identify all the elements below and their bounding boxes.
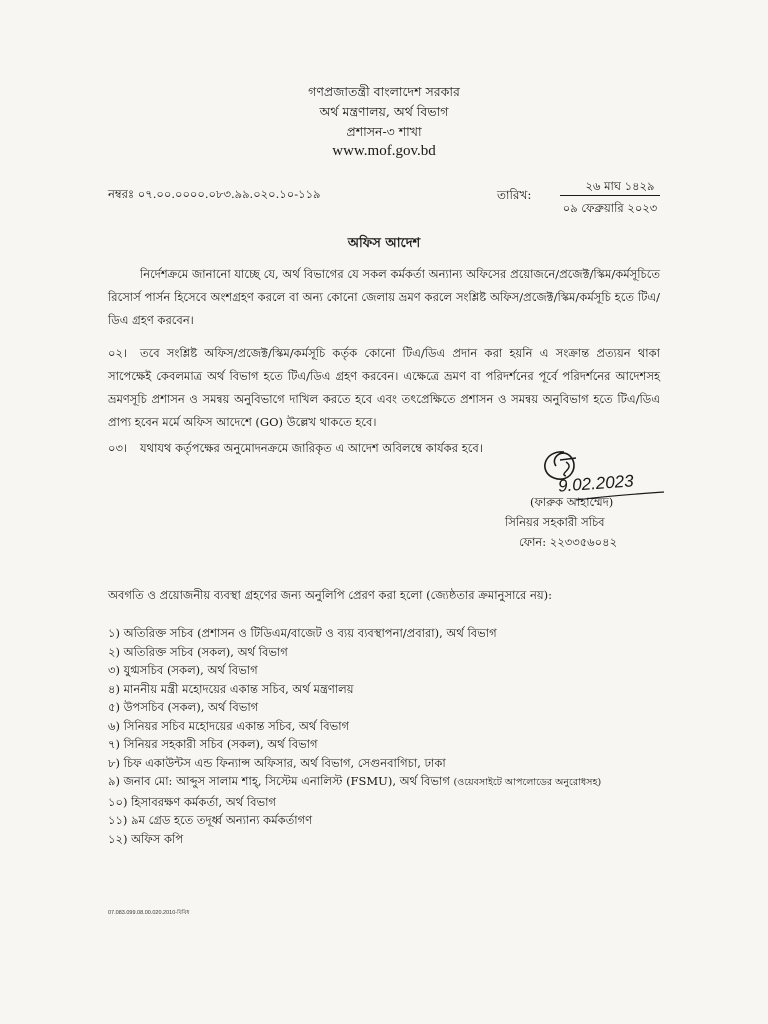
list-item: ১১) ৯ম গ্রেড হতে তদূর্ধ্ব অন্যান্য কর্মকর্তাগণ <box>108 813 313 827</box>
paragraph-2 <box>108 342 660 434</box>
header-section: প্রশাসন-৩ শাখা <box>346 124 422 139</box>
list-item-9-note: (ওয়েবসাইটে আপলোডের অনুরোধসহ) <box>453 777 602 788</box>
paragraph-1: নির্দেশক্রমে জানানো যাচ্ছে যে, অর্থ বিভাগের যে সকল কর্মকর্তা অন্যান্য অফিসের প্রয়োজনে/প্রজেক্ট/স্কিম/কর্মসূচিতে রিসোর্স পার্সন হিসেবে অংশগ্রহণ করলে বা অন্য কোনো জেলায় ভ্রমণ করলে সংশ্লিষ্ট অফিস/প্রজেক্ট/স্কিম/কর্মসূচি হতে টিএ/ডিএ গ্রহণ করবেন। <box>108 267 660 327</box>
header-ministry: অর্থ মন্ত্রণালয়, অর্থ বিভাগ <box>319 104 449 119</box>
paragraph-3-text: যথাযথ কর্তৃপক্ষের অনুমোদনক্রমে জারিকৃত এ আদেশ অবিলম্বে কার্যকর হবে। <box>140 441 483 455</box>
header-website: www.mof.gov.bd <box>332 143 436 159</box>
paragraph-2-text: তবে সংশ্লিষ্ট অফিস/প্রজেক্ট/স্কিম/কর্মসূচি কর্তৃক কোনো টিএ/ডিএ প্রদান করা হয়নি এ সংক্রান্ত প্রত্যয়ন থাকা সাপেক্ষেই কেবলমাত্র অর্থ বিভাগ হতে টিএ/ডিএ গ্রহণ করবেন। এক্ষেত্রে ভ্রমণ বা পরিদর্শনের পূর্বে পরিদর্শনের আদেশসহ ভ্রমণসূচি প্রশাসন ও সমন্বয় অনুবিভাগে দাখিল করতে হবে এবং তৎপ্রেক্ষিতে প্রশাসন ও সমন্বয় অনুবিভাগ হতে টিএ/ডিএ প্রাপ্য হবেন মর্মে অফিস আদেশে (GO) উল্লেখ থাকতে হবে। <box>108 346 660 429</box>
signatory-phone: ফোন: ২২৩৩৫৬০৪২ <box>519 535 618 549</box>
paragraph-2-number: ০২। <box>108 346 128 360</box>
list-item: ৮) চিফ একাউন্টস এন্ড ফিন্যান্স অফিসার, অর্থ বিভাগ, সেগুনবাগিচা, ঢাকা <box>108 755 446 770</box>
signatory-designation: সিনিয়র সহকারী সচিব <box>505 515 605 529</box>
list-item: ৩) যুগ্মসচিব (সকল), অর্থ বিভাগ <box>108 663 258 677</box>
date-english: ০৯ ফেব্রুয়ারি ২০২৩ <box>562 201 658 215</box>
date-label: তারিখ: <box>497 188 532 202</box>
list-item: ১২) অফিস কপি <box>108 831 184 846</box>
copy-to-list <box>108 624 668 848</box>
document-title: অফিস আদেশ <box>347 236 421 251</box>
copy-to-intro: অবগতি ও প্রয়োজনীয় ব্যবস্থা গ্রহণের জন্য অনুলিপি প্রেরণ করা হলো (জ্যেষ্ঠতার ক্রমানুসারে নয়): <box>108 588 553 602</box>
list-item: ২) অতিরিক্ত সচিব (সকল), অর্থ বিভাগ <box>108 644 288 659</box>
signature-date: 9.02.2023 <box>557 471 635 496</box>
list-item: ৪) মাননীয় মন্ত্রী মহোদয়ের একান্ত সচিব, অর্থ মন্ত্রণালয় <box>108 681 354 696</box>
list-item: ৬) সিনিয়র সচিব মহোদয়ের একান্ত সচিব, অর্থ বিভাগ <box>108 718 350 733</box>
list-item <box>108 772 668 793</box>
list-item: ১০) হিসাবরক্ষণ কর্মকর্তা, অর্থ বিভাগ <box>108 794 276 809</box>
header-government: গণপ্রজাতন্ত্রী বাংলাদেশ সরকার <box>308 84 460 99</box>
footer-file-code: 07.083.099.08.00.020.2010-বিবিধ <box>108 910 190 916</box>
paragraph-3-number: ০৩। <box>108 441 128 455</box>
date-divider <box>560 195 660 196</box>
date-bangla: ২৬ মাঘ ১৪২৯ <box>585 179 655 193</box>
list-item: ১) অতিরিক্ত সচিব (প্রশাসন ও টিডিএম/বাজেট ও ব্যয় ব্যবস্থাপনা/প্রবারা), অর্থ বিভাগ <box>108 626 497 640</box>
signatory-name: (ফারুক আহাম্মেদ) <box>530 495 614 509</box>
reference-number: নম্বরঃ ০৭.০০.০০০০.০৮৩.৯৯.০২০.১০-১১৯ <box>108 187 321 201</box>
list-item: ৫) উপসচিব (সকল), অর্থ বিভাগ <box>108 700 259 714</box>
list-item-9-text: ৯) জনাব মো: আব্দুস সালাম শাহ্‌, সিস্টেম এনালিস্ট (FSMU), অর্থ বিভাগ <box>108 774 450 788</box>
list-item: ৭) সিনিয়র সহকারী সচিব (সকল), অর্থ বিভাগ <box>108 737 318 751</box>
